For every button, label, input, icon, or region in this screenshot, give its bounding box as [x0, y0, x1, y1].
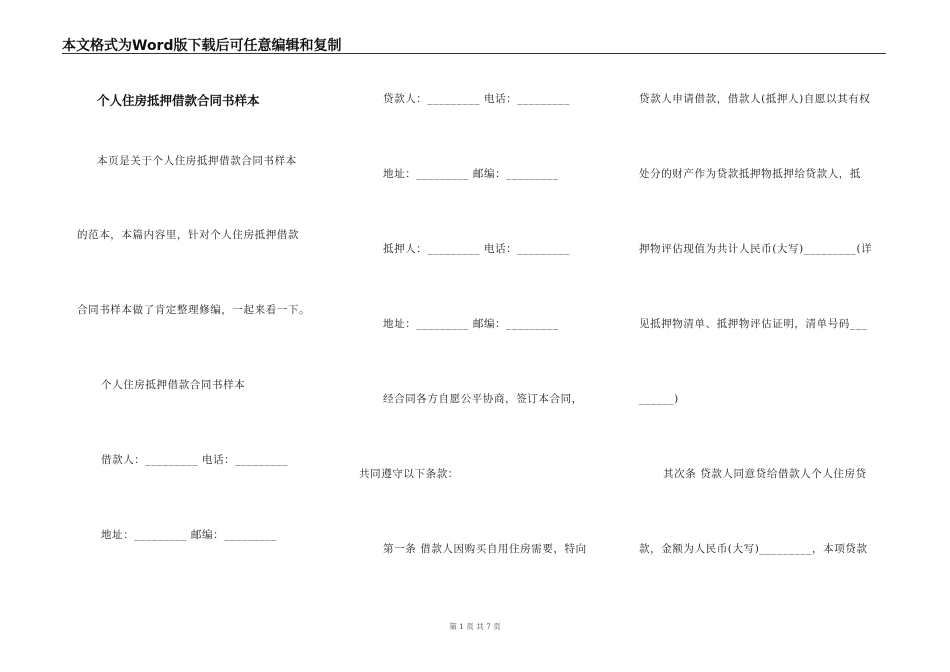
text-line: 地址：_________ 邮编：_________ [101, 529, 277, 541]
text-line: 地址：_________ 邮编：_________ [383, 168, 559, 180]
text-line: 的范本，本篇内容里，针对个人住房抵押借款 [77, 229, 299, 241]
text-line: 处分的财产作为贷款抵押物抵押给贷款人，抵 [639, 168, 861, 180]
text-line: 借款人：_________ 电话：_________ [101, 454, 288, 466]
document-title: 个人住房抵押借款合同书样本 [97, 93, 260, 108]
text-line: 地址：_________ 邮编：_________ [383, 318, 559, 330]
text-line: 其次条 贷款人同意贷给借款人个人住房贷 [663, 468, 867, 480]
text-line: 贷款人申请借款，借款人(抵押人)自愿以其有权 [639, 93, 871, 105]
text-line: 经合同各方自愿公平协商，签订本合同， [383, 393, 583, 405]
text-line: 贷款人：_________ 电话：_________ [383, 93, 570, 105]
text-line: ______) [639, 393, 679, 405]
text-line: 押物评估现值为共计人民币(大写)_________(详 [639, 243, 873, 255]
header-divider [62, 53, 886, 54]
text-line: 本页是关于个人住房抵押借款合同书样本 [97, 155, 297, 167]
text-line: 款，金额为人民币(大写)_________，本项贷款 [639, 543, 868, 555]
text-line: 合同书样本做了肯定整理修编，一起来看一下。 [77, 304, 311, 316]
page-number: 第 1 页 共 7 页 [449, 622, 501, 631]
text-line: 第一条 借款人因购买自用住房需要，特向 [383, 543, 587, 555]
document-header-title: 本文格式为Word版下载后可任意编辑和复制 [62, 38, 342, 54]
text-line: 抵押人：_________ 电话：_________ [383, 243, 570, 255]
text-line: 见抵押物清单、抵押物评估证明，清单号码___ [639, 318, 868, 330]
text-line: 个人住房抵押借款合同书样本 [101, 379, 246, 391]
text-line: 共同遵守以下条款： [359, 468, 459, 480]
